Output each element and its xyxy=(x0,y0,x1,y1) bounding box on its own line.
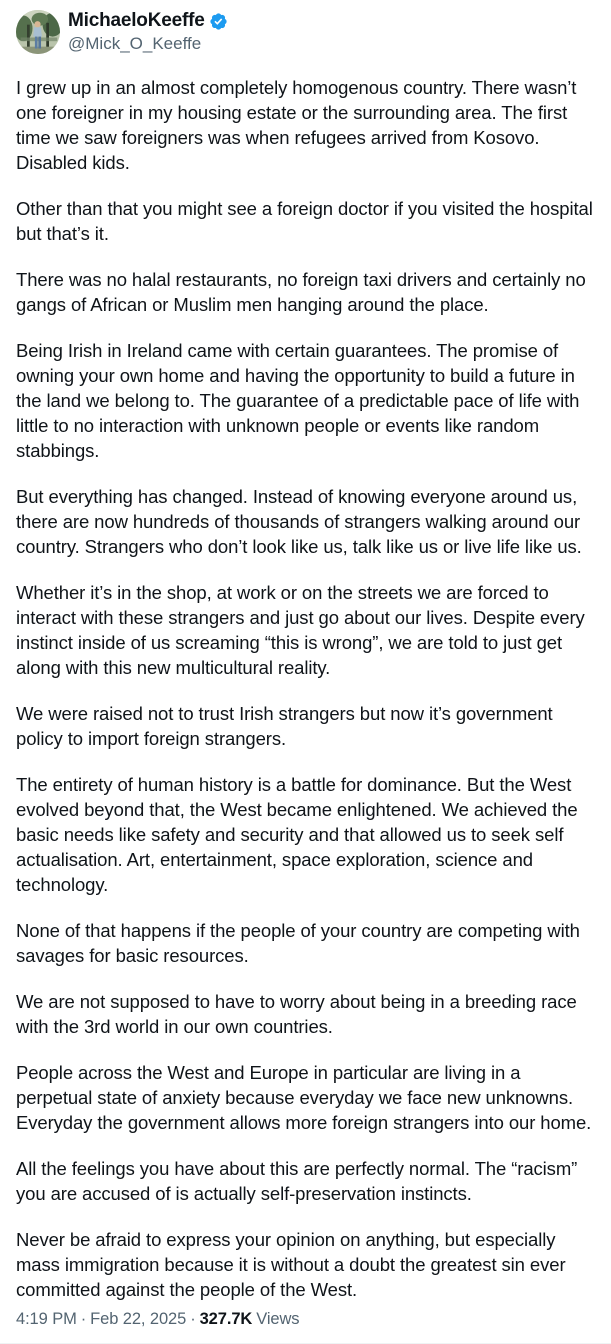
tweet-paragraph: All the feelings you have about this are perfectly normal. The “racism” you are accused of is actually self-preservation instincts. xyxy=(16,1158,578,1204)
avatar[interactable] xyxy=(16,10,60,54)
tweet-paragraph: We are not supposed to have to worry about being in a breeding race with the 3rd world in our own countries. xyxy=(16,991,577,1037)
date: Feb 22, 2025 xyxy=(90,1310,187,1328)
tweet-paragraph: I grew up in an almost completely homogenous country. There wasn’t one foreigner in my housing estate or the surrounding area. The first time we saw foreigners was when refugees arrived from Kosovo. Disabled kids. xyxy=(16,77,577,173)
views-label: Views xyxy=(256,1310,300,1328)
tweet-paragraph: We were raised not to trust Irish strangers but now it’s government policy to import foreign strangers. xyxy=(16,703,553,749)
tweet-paragraph: The entirety of human history is a battle for dominance. But the West evolved beyond that, the West became enlightened. We achieved the basic needs like safety and security and that allowed us to seek self actualisation. Art, entertainment, space exploration, science and technology. xyxy=(16,774,578,895)
avatar-photo xyxy=(16,10,60,54)
tweet-paragraph: There was no halal restaurants, no foreign taxi drivers and certainly no gangs of African or Muslim men hanging around the place. xyxy=(16,269,586,315)
tweet-text xyxy=(16,75,595,1302)
tweet-paragraph: Other than that you might see a foreign doctor if you visited the hospital but that’s it. xyxy=(16,198,593,244)
user-handle[interactable]: @Mick_O_Keeffe xyxy=(68,34,202,54)
tweet-meta xyxy=(16,1310,595,1329)
dot-separator: · xyxy=(80,1310,87,1328)
tweet-paragraph: Whether it’s in the shop, at work or on the streets we are forced to interact with these strangers and just go about our lives. Despite every instinct inside of us screaming “this is wrong”, we are told to just get along with this new multicultural reality. xyxy=(16,582,585,678)
dot-separator: · xyxy=(190,1310,196,1328)
verified-badge-icon xyxy=(209,12,228,31)
tweet-paragraph: But everything has changed. Instead of knowing everyone around us, there are now hundreds of thousands of strangers walking around our country. Strangers who don’t look like us, talk like us or live life like us. xyxy=(16,486,582,557)
tweet-paragraph: People across the West and Europe in particular are living in a perpetual state of anxiety because everyday we face new unknowns. Everyday the government allows more foreign strangers into our home. xyxy=(16,1062,592,1133)
tweet-paragraph: Being Irish in Ireland came with certain guarantees. The promise of owning your own home and having the opportunity to build a future in the land we belong to. The guarantee of a predictable pace of life with little to no interaction with unknown people or events like random stabbings. xyxy=(16,340,580,461)
tweet-paragraph: None of that happens if the people of your country are competing with savages for basic resources. xyxy=(16,920,580,966)
spacer xyxy=(16,1302,595,1310)
name-row xyxy=(68,10,228,32)
timestamp: 4:19 PM xyxy=(16,1310,77,1328)
display-name[interactable]: MichaeloKeeffe xyxy=(68,10,205,32)
views-count: 327.7K xyxy=(199,1310,253,1328)
tweet-header xyxy=(16,8,595,56)
tweet-paragraph: Never be afraid to express your opinion on anything, but especially mass immigration because it is without a doubt the greatest sin ever committed against the people of the West. xyxy=(16,1229,566,1300)
user-block xyxy=(68,10,228,53)
